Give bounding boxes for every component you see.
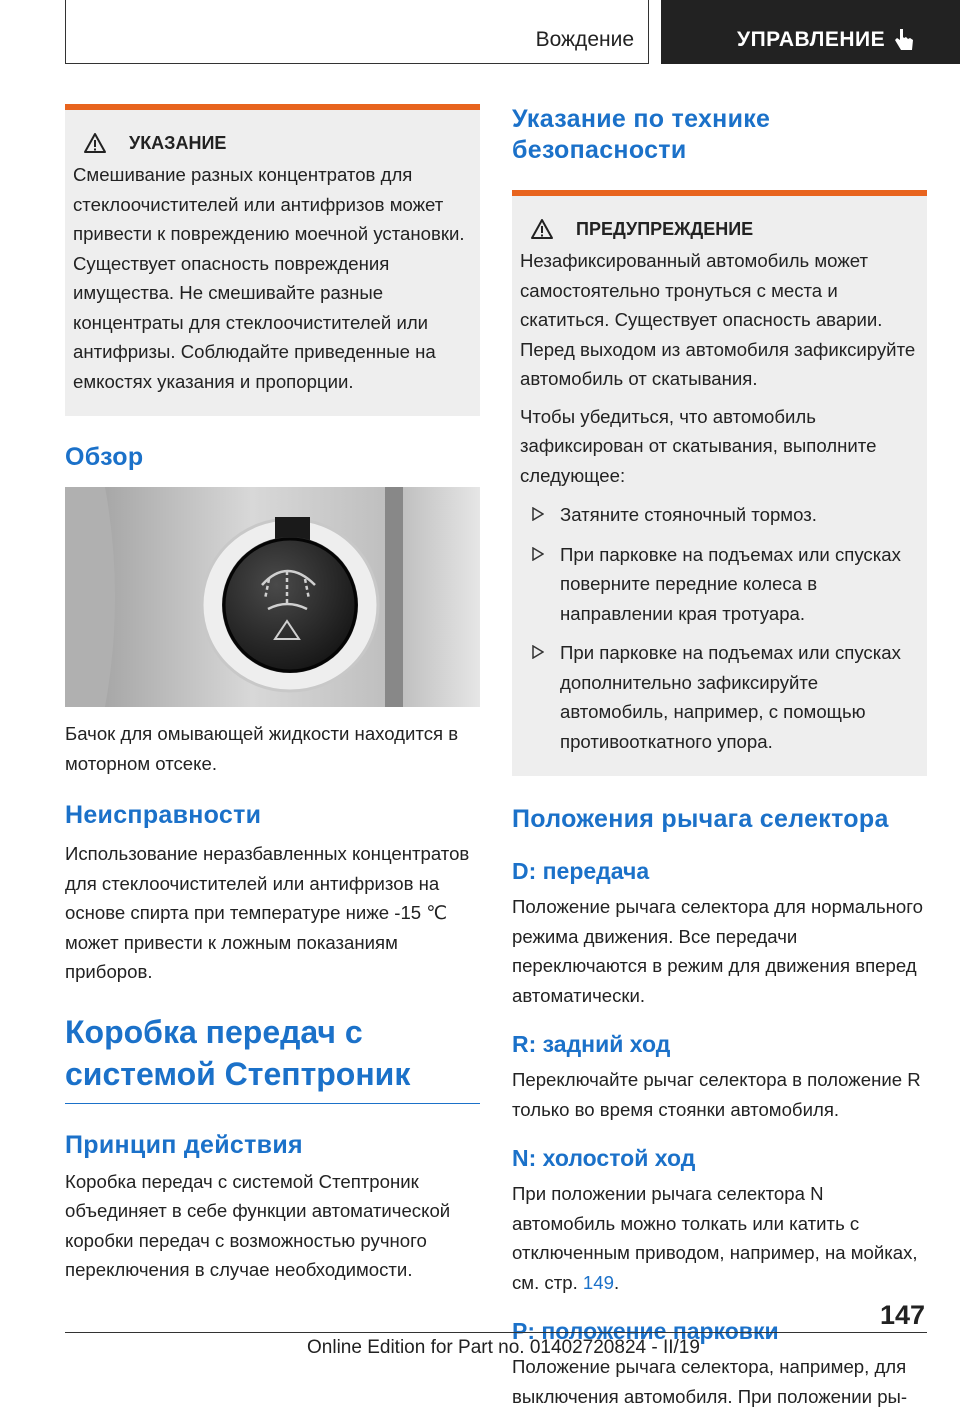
chapter-tab	[661, 0, 960, 64]
notice-text: Смешивание разных концентратов для стеклоочистителей или антифризов может привести к повреждению моечной установки. Существует опасность повреждения имущества. Не смешивайте разные концентраты для стеклоочистителей или антифризы. Соблюдайте приведенные на емкостях указания и пропорции.	[73, 164, 465, 392]
principle-heading: Принцип действия	[65, 1130, 303, 1159]
footer-divider	[65, 1332, 927, 1333]
warning-triangle-icon	[83, 132, 107, 154]
section-label: Вождение	[535, 28, 634, 51]
overview-heading: Обзор	[65, 443, 144, 471]
warning-title	[520, 218, 919, 240]
notice-box	[65, 104, 480, 416]
p-text: Положение рычага селектора, например, для выключения автомобиля. При положении ры-	[512, 1356, 908, 1407]
gearbox-heading: Коробка передач с системой Стептроник	[65, 1013, 411, 1092]
malfunction-text: Использование неразбавленных концентратов для стеклоочистителей или антифризов на основе спирта при температуре ниже -15 ℃ может привести к ложным показаниям приборов.	[65, 843, 470, 982]
gearbox-heading-block	[65, 1011, 480, 1104]
bullet-triangle-icon	[532, 645, 544, 659]
warning-text-1: Незафиксированный автомобиль может самостоятельно тронуться с места и скатиться. Существует опасность аварии. Перед выходом из автомобиля зафиксируйте автомобиль от скатывания.	[520, 250, 916, 389]
malfunction-heading: Неисправности	[65, 801, 262, 829]
left-column	[65, 104, 480, 1285]
d-heading: D: передача	[512, 858, 650, 884]
r-heading: R: задний ход	[512, 1031, 671, 1057]
section-tab	[65, 0, 649, 64]
bullet-triangle-icon	[532, 507, 544, 521]
r-text: Переключайте рычаг селектора в положение R только во время стоянки автомобиля.	[512, 1069, 921, 1120]
hand-pointer-icon	[891, 26, 917, 54]
warning-text-2: Чтобы убедиться, что автомобиль зафиксирован от скатывания, выполните следующее:	[520, 405, 877, 486]
washer-reservoir-photo	[65, 487, 480, 707]
d-text: Положение рычага селектора для нормального режима движения. Все передачи переключаются в режим для движения вперед автоматически.	[512, 896, 923, 1006]
right-column	[512, 104, 927, 1411]
principle-text: Коробка передач с системой Стептроник объединяет в себе функции автоматической коробки передач с возможностью ручного переключения в случае необходимости.	[65, 1170, 451, 1280]
warning-box	[512, 190, 927, 776]
edition-text: Online Edition for Part no. 01402720824 - II/19	[307, 1337, 700, 1358]
safety-heading: Указание по технике безопасности	[512, 105, 771, 164]
chapter-label: УПРАВЛЕНИЕ	[737, 28, 886, 51]
notice-title-text: УКАЗАНИЕ	[129, 132, 227, 153]
list-item: При парковке на подъемах или спусках дополнительно зафиксируйте автомобиль, например, с помощью противооткатного упора.	[520, 638, 919, 756]
bullet-triangle-icon	[532, 547, 544, 561]
page-header	[0, 0, 960, 66]
list-item: Затяните стояночный тормоз.	[520, 500, 919, 530]
list-item: При парковке на подъемах или спусках поверните передние колеса в направлении края тротуара.	[520, 540, 919, 629]
page-reference-link[interactable]: 149	[582, 1271, 614, 1293]
n-heading: N: холостой ход	[512, 1145, 696, 1171]
positions-heading: Положения рычага селектора	[512, 805, 889, 833]
warning-title-text: ПРЕДУПРЕЖДЕНИЕ	[576, 218, 754, 239]
p-heading: P: положение парковки	[512, 1318, 779, 1344]
notice-title	[73, 132, 472, 154]
warning-triangle-icon	[530, 218, 554, 240]
n-text: При положении рычага селектора N автомобиль можно толкать или катить с отключенным приводом, например, на мойках, см. стр. 149.	[512, 1183, 918, 1293]
warning-bullet-list	[520, 500, 919, 756]
photo-caption: Бачок для омывающей жидкости находится в моторном отсеке.	[65, 723, 459, 774]
page-number: 147	[880, 1300, 926, 1330]
